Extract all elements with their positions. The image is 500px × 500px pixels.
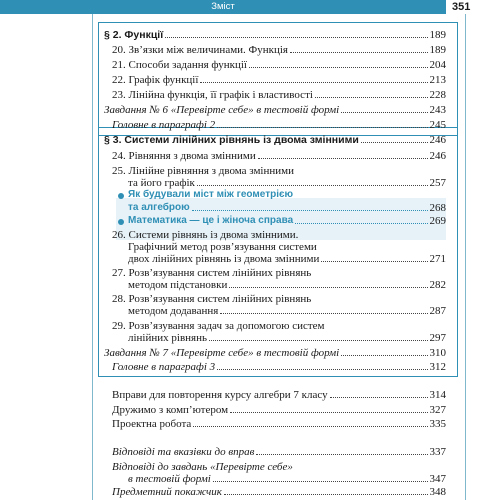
toc-page: 347 xyxy=(429,473,446,485)
toc-leader xyxy=(295,223,427,224)
toc-page: 268 xyxy=(429,202,446,214)
toc-item-28[interactable] xyxy=(128,305,446,317)
toc-item-21[interactable] xyxy=(112,59,446,71)
toc-project[interactable] xyxy=(112,418,446,430)
page-header xyxy=(0,0,500,14)
toc-title: Завдання № 7 «Перевірте себе» в тестовій формі xyxy=(104,347,340,359)
toc-leader xyxy=(361,142,428,143)
toc-page: 312 xyxy=(429,361,446,373)
toc-index[interactable] xyxy=(112,486,446,498)
toc-title: в тестовій формі xyxy=(128,473,211,485)
toc-title: Завдання № 6 «Перевірте себе» в тестовій формі xyxy=(104,104,340,116)
toc-leader xyxy=(209,340,428,341)
toc-title: 23. Лінійна функція, її графік і властивості xyxy=(112,89,313,101)
toc-section-2-heading[interactable] xyxy=(104,29,446,41)
toc-item-26[interactable] xyxy=(128,253,446,265)
toc-title: Математика — це і жіноча справа xyxy=(128,215,294,226)
toc-test-7[interactable] xyxy=(104,347,446,359)
toc-leader xyxy=(165,37,427,38)
toc-title: 24. Рівняння з двома змінними xyxy=(112,150,256,162)
toc-leader xyxy=(249,67,428,68)
toc-page: 282 xyxy=(429,279,446,291)
toc-page: 271 xyxy=(429,253,446,265)
toc-title: Головне в параграфі 3 xyxy=(112,361,216,373)
toc-item-26-line1: 26. Системи рівнянь із двома змінними. xyxy=(112,229,299,241)
toc-leader xyxy=(217,369,427,370)
toc-item-20[interactable] xyxy=(112,44,446,56)
toc-item-22[interactable] xyxy=(112,74,446,86)
toc-title: § 3. Системи лінійних рівнянь із двома змінними xyxy=(104,134,359,146)
toc-page: 327 xyxy=(429,404,446,416)
toc-page: 243 xyxy=(429,104,446,116)
toc-page: 269 xyxy=(429,215,446,227)
toc-item-25[interactable] xyxy=(128,177,446,189)
toc-leader xyxy=(192,210,428,211)
toc-item-23[interactable] xyxy=(112,89,446,101)
toc-answers-tests[interactable] xyxy=(128,473,446,485)
toc-title: Дружимо з комп’ютером xyxy=(112,404,229,416)
toc-leader xyxy=(200,82,427,83)
toc-title: Головне в параграфі 2 xyxy=(112,119,216,131)
bullet-icon xyxy=(118,219,124,225)
toc-bullet-1-line1: Як будували міст між геометрією xyxy=(128,189,294,200)
toc-title: § 2. Функції xyxy=(104,29,164,41)
toc-exercises[interactable] xyxy=(112,389,446,401)
toc-leader xyxy=(341,355,427,356)
toc-summary-3[interactable] xyxy=(112,361,446,373)
toc-page: 310 xyxy=(429,347,446,359)
toc-title: методом підстановки xyxy=(128,279,228,291)
header-title: Зміст xyxy=(211,1,235,12)
toc-title: Проектна робота xyxy=(112,418,192,430)
toc-item-27-line1: 27. Розв’язування систем лінійних рівнянь xyxy=(112,267,312,279)
toc-title: Вправи для повторення курсу алгебри 7 класу xyxy=(112,389,328,401)
toc-leader xyxy=(341,112,427,113)
toc-page: 189 xyxy=(429,29,446,41)
toc-leader xyxy=(224,494,428,495)
toc-page: 257 xyxy=(429,177,446,189)
toc-title: та його графік xyxy=(128,177,195,189)
toc-page: 348 xyxy=(429,486,446,498)
toc-leader xyxy=(330,397,428,398)
toc-title: двох лінійних рівнянь із двома змінними xyxy=(128,253,320,265)
toc-item-26-line2: Графічний метод розв’язування системи xyxy=(128,241,317,253)
toc-page: 337 xyxy=(429,446,446,458)
toc-computer[interactable] xyxy=(112,404,446,416)
toc-leader xyxy=(220,313,427,314)
toc-item-25-line1: 25. Лінійне рівняння з двома змінними xyxy=(112,165,294,177)
toc-leader xyxy=(213,481,428,482)
toc-title: та алгеброю xyxy=(128,202,190,213)
toc-item-28-line1: 28. Розв’язування систем лінійних рівнянь xyxy=(112,293,312,305)
toc-title: лінійних рівнянь xyxy=(128,332,207,344)
toc-page: 314 xyxy=(429,389,446,401)
toc-title: 20. Зв’язки між величинами. Функція xyxy=(112,44,288,56)
toc-summary-2[interactable] xyxy=(112,119,446,131)
toc-leader xyxy=(193,426,427,427)
toc-leader xyxy=(258,158,428,159)
toc-leader xyxy=(230,412,427,413)
page-number: 351 xyxy=(452,1,471,13)
toc-title: методом додавання xyxy=(128,305,219,317)
toc-title: 22. Графік функції xyxy=(112,74,199,86)
toc-leader xyxy=(315,97,428,98)
toc-item-29-line1: 29. Розв’язування задач за допомогою систем xyxy=(112,320,325,332)
bullet-icon xyxy=(118,193,124,199)
toc-leader xyxy=(229,287,427,288)
toc-page: 213 xyxy=(429,74,446,86)
toc-page: 204 xyxy=(429,59,446,71)
toc-page: 335 xyxy=(429,418,446,430)
toc-page: 189 xyxy=(429,44,446,56)
toc-page: 246 xyxy=(429,150,446,162)
toc-title: Відповіді та вказівки до вправ xyxy=(112,446,255,458)
toc-title: 21. Способи задання функції xyxy=(112,59,247,71)
toc-page: 228 xyxy=(429,89,446,101)
toc-item-24[interactable] xyxy=(112,150,446,162)
toc-item-27[interactable] xyxy=(128,279,446,291)
toc-page: 287 xyxy=(429,305,446,317)
toc-bullet-2[interactable] xyxy=(128,215,446,227)
toc-answers[interactable] xyxy=(112,446,446,458)
toc-test-6[interactable] xyxy=(104,104,446,116)
toc-page: 246 xyxy=(429,134,446,146)
toc-leader xyxy=(290,52,428,53)
toc-leader xyxy=(321,261,427,262)
toc-leader xyxy=(217,127,427,128)
toc-leader xyxy=(256,454,427,455)
toc-bullet-1[interactable] xyxy=(128,202,446,214)
toc-leader xyxy=(197,185,428,186)
toc-item-29[interactable] xyxy=(128,332,446,344)
toc-section-3-heading[interactable] xyxy=(104,134,446,146)
toc-title: Предметний покажчик xyxy=(112,486,222,498)
toc-page: 297 xyxy=(429,332,446,344)
toc-page: 245 xyxy=(429,119,446,131)
toc-answers-tests-line1: Відповіді до завдань «Перевірте себе» xyxy=(112,461,293,473)
